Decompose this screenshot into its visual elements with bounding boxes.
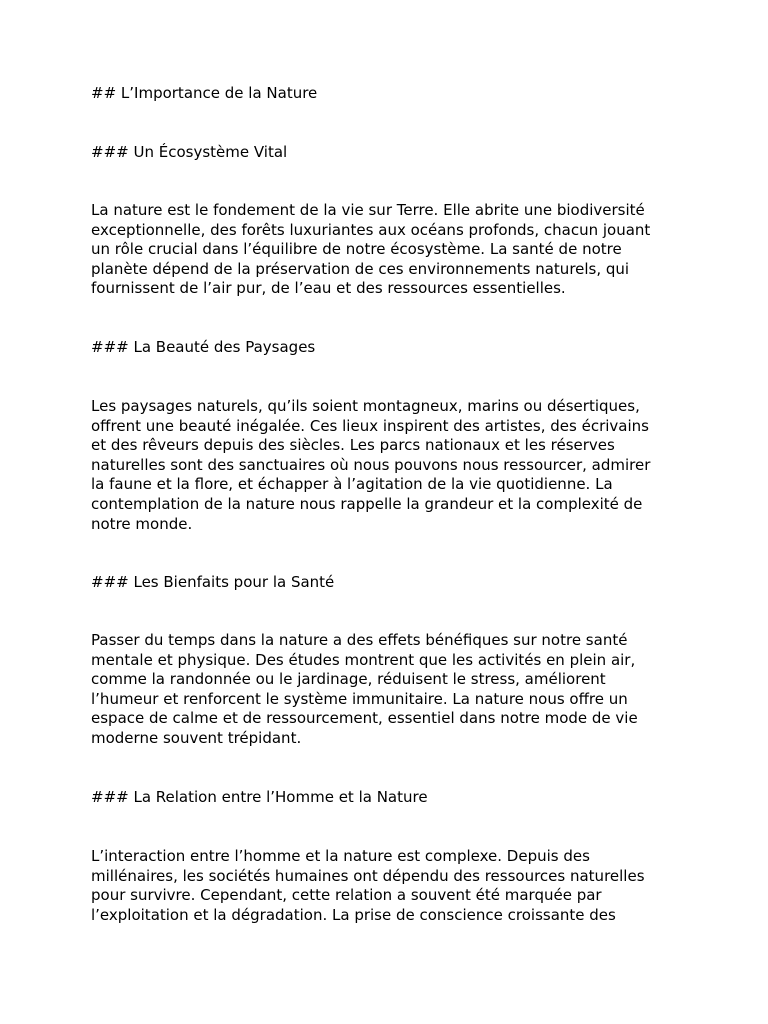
paragraph-line: naturelles sont des sanctuaires où nous pouvons nous ressourcer, admirer: [91, 455, 651, 474]
section-paragraph-relation: [91, 847, 681, 925]
section-paragraph-ecosysteme: [91, 201, 681, 299]
paragraph-line: la faune et la flore, et échapper à l’agitation de la vie quotidienne. La: [91, 475, 613, 494]
paragraph-line: millénaires, les sociétés humaines ont dépendu des ressources naturelles: [91, 866, 645, 885]
paragraph-line: moderne souvent trépidant.: [91, 728, 302, 747]
section-heading-ecosysteme: ### Un Écosystème Vital: [91, 143, 288, 161]
paragraph-line: l’humeur et renforcent le système immunitaire. La nature nous offre un: [91, 689, 628, 708]
paragraph-line: un rôle crucial dans l’équilibre de notre écosystème. La santé de notre: [91, 240, 622, 259]
paragraph-line: offrent une beauté inégalée. Ces lieux inspirent des artistes, des écrivains: [91, 416, 649, 435]
paragraph-line: espace de calme et de ressourcement, essentiel dans notre mode de vie: [91, 709, 638, 728]
paragraph-line: contemplation de la nature nous rappelle la grandeur et la complexité de: [91, 494, 643, 513]
paragraph-line: Les paysages naturels, qu’ils soient montagneux, marins ou désertiques,: [91, 397, 640, 415]
paragraph-line: l’exploitation et la dégradation. La prise de conscience croissante des: [91, 905, 616, 924]
paragraph-line: L’interaction entre l’homme et la nature est complexe. Depuis des: [91, 847, 590, 865]
section-heading-paysages: ### La Beauté des Paysages: [91, 338, 316, 356]
paragraph-line: planète dépend de la préservation de ces environnements naturels, qui: [91, 259, 630, 278]
paragraph-line: pour survivre. Cependant, cette relation a souvent été marquée par: [91, 886, 602, 905]
paragraph-line: La nature est le fondement de la vie sur Terre. Elle abrite une biodiversité: [91, 201, 645, 219]
section-heading-relation: ### La Relation entre l’Homme et la Nature: [91, 788, 428, 806]
section-paragraph-sante: [91, 631, 681, 749]
section-heading-sante: ### Les Bienfaits pour la Santé: [91, 573, 335, 591]
document-title: ## L’Importance de la Nature: [91, 84, 318, 102]
paragraph-line: mentale et physique. Des études montrent que les activités en plein air,: [91, 650, 636, 669]
paragraph-line: et des rêveurs depuis des siècles. Les parcs nationaux et les réserves: [91, 436, 615, 455]
paragraph-line: Passer du temps dans la nature a des effets bénéfiques sur notre santé: [91, 631, 628, 649]
paragraph-line: notre monde.: [91, 514, 193, 533]
section-paragraph-paysages: [91, 397, 681, 534]
paragraph-line: exceptionnelle, des forêts luxuriantes aux océans profonds, chacun jouant: [91, 220, 651, 239]
paragraph-line: fournissent de l’air pur, de l’eau et des ressources essentielles.: [91, 279, 566, 298]
paragraph-line: comme la randonnée ou le jardinage, réduisent le stress, améliorent: [91, 670, 606, 689]
